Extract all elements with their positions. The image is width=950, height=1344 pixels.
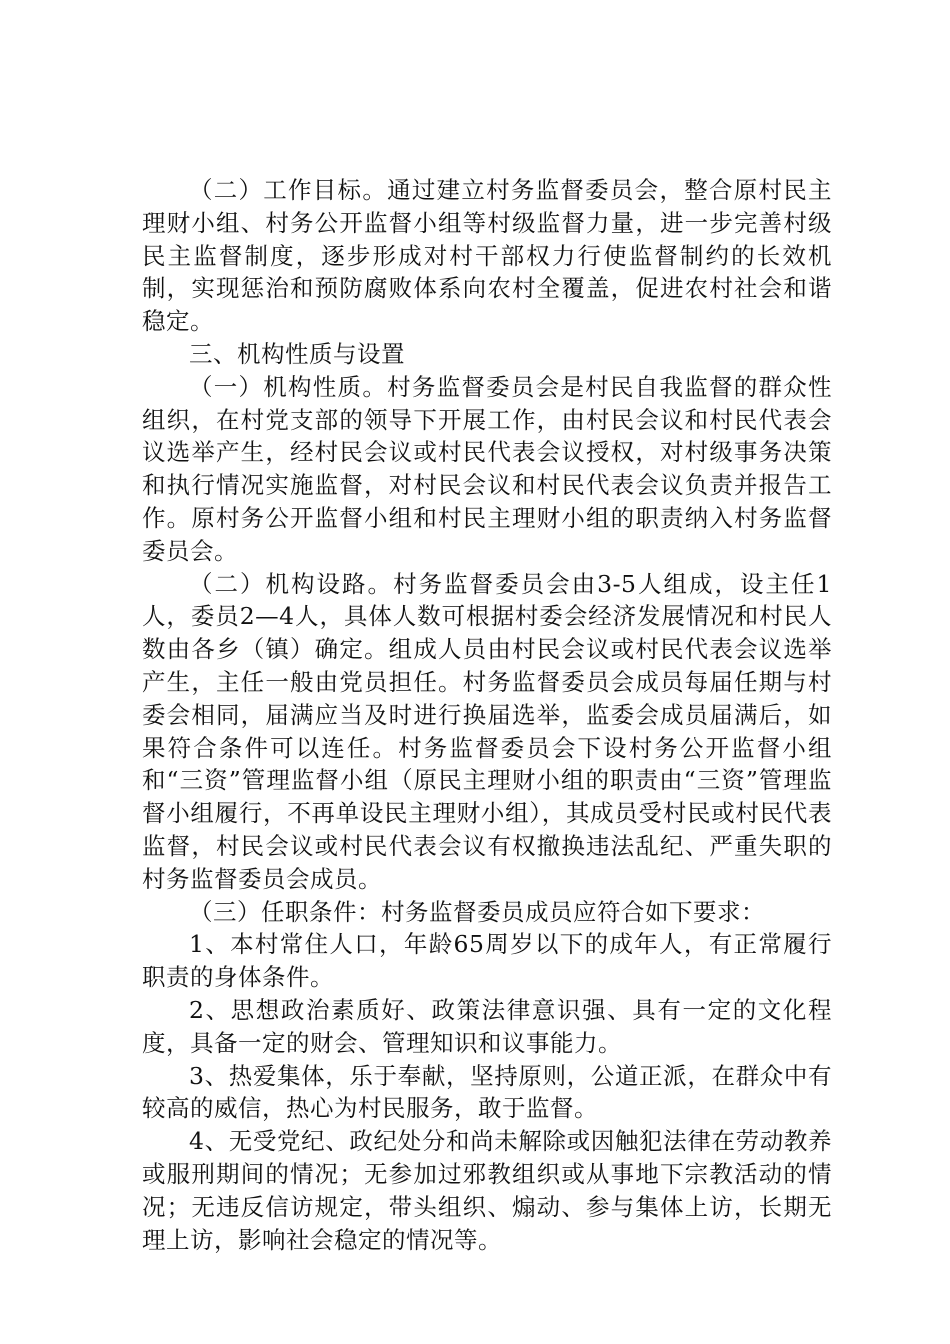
list-item-requirement-1: 1、本村常住人口，年龄65周岁以下的成年人，有正常履行职责的身体条件。 xyxy=(142,930,832,992)
paragraph-organization-nature: （一）机构性质。村务监督委员会是村民自我监督的群众性组织，在村党支部的领导下开展工作，由村民会议和村民代表会议选举产生，经村民会议或村民代表会议授权，对村级事务决策和执行情况实施监督，对村民会议和村民代表会议负责并报告工作。原村务公开监督小组和村民主理财小组的职责纳入村务监督委员会。 xyxy=(142,372,832,565)
paragraph-organization-setup: （二）机构设路。村务监督委员会由3-5人组成，设主任1人，委员2—4人，具体人数可根据村委会经济发展情况和村民人数由各乡（镇）确定。组成人员由村民会议或村民代表会议选举产生，主任一般由党员担任。村务监督委员会成员每届任期与村委会相同，届满应当及时进行换届选举，监委会成员届满后，如果符合条件可以连任。村务监督委员会下设村务公开监督小组和“三资”管理监督小组（原民主理财小组的职责由“三资”管理监督小组履行，不再单设民主理财小组），其成员受村民或村民代表监督，村民会议或村民代表会议有权撤换违法乱纪、严重失职的村务监督委员会成员。 xyxy=(142,569,832,893)
paragraph-work-goal: （二）工作目标。通过建立村务监督委员会，整合原村民主理财小组、村务公开监督小组等村级监督力量，进一步完善村级民主监督制度，逐步形成对村干部权力行使监督制约的长效机制，实现惩治和预防腐败体系向农村全覆盖，促进农村社会和谐稳定。 xyxy=(142,176,832,336)
paragraph-qualification-intro: （三）任职条件：村务监督委员成员应符合如下要求： xyxy=(189,897,765,926)
list-item-requirement-3: 3、热爱集体，乐于奉献，坚持原则，公道正派，在群众中有较高的威信，热心为村民服务，敢于监督。 xyxy=(142,1061,832,1123)
list-item-requirement-2: 2、思想政治素质好、政策法律意识强、具有一定的文化程度，具备一定的财会、管理知识和议事能力。 xyxy=(142,995,832,1057)
section-heading-organization: 三、机构性质与设置 xyxy=(189,339,405,368)
document-body xyxy=(142,174,832,1256)
list-item-requirement-4: 4、无受党纪、政纪处分和尚未解除或因触犯法律在劳动教养或服刑期间的情况；无参加过邪教组织或从事地下宗教活动的情况；无违反信访规定，带头组织、煽动、参与集体上访，长期无理上访，影响社会稳定的情况等。 xyxy=(142,1127,832,1254)
